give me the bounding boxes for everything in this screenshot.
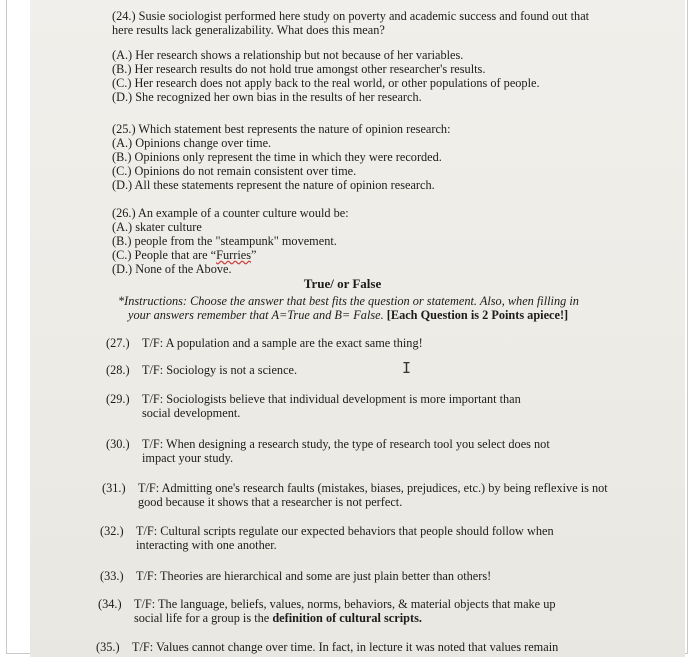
- question-24: [112, 9, 589, 104]
- instructions-line2-text: your answers remember that A=True and B= False.: [128, 308, 384, 322]
- question-24-stem-line2: here results lack generalizability. What does this mean?: [112, 23, 385, 37]
- question-24-option-b: (B.) Her research results do not hold true amongst other researcher's results.: [112, 62, 486, 76]
- question-26-option-d: (D.) None of the Above.: [112, 262, 232, 276]
- section-title: True/ or False: [303, 276, 382, 291]
- tf-item-31-number: (31.): [102, 481, 126, 495]
- question-26-option-c-quote: ”: [250, 248, 257, 262]
- tf-item-35-text: T/F: Values cannot change over time. In fact, in lecture it was noted that values remain: [132, 640, 559, 654]
- tf-item-33-text: T/F: Theories are hierarchical and some are just plain better than others!: [136, 569, 492, 583]
- question-26-option-a: (A.) skater culture: [112, 220, 202, 234]
- tf-item-30-number: (30.): [106, 437, 130, 451]
- tf-item-29-number: (29.): [106, 392, 130, 406]
- tf-item-27-number: (27.): [106, 336, 130, 350]
- question-24-option-c: (C.) Her research does not apply back to the real world, or other populations of people.: [112, 76, 540, 90]
- tf-item-31-text: T/F: Admitting one's research faults (mistakes, biases, prejudices, etc.) by being reflexive is not good because it shows that a researcher is not perfect.: [138, 481, 608, 509]
- instructions: [118, 294, 579, 322]
- question-25-option-a: (A.) Opinions change over time.: [112, 136, 272, 150]
- tf-item-32-text: T/F: Cultural scripts regulate our expected behaviors that people should follow when interacting with one another.: [136, 524, 554, 552]
- question-26-option-c-text: (C.) People that are “: [112, 248, 217, 262]
- question-26-stem: (26.) An example of a counter culture would be:: [112, 206, 349, 220]
- tf-item-34-text-main: T/F: The language, beliefs, values, norms, behaviors, & material objects that make up social life for a group is the: [134, 597, 556, 625]
- tf-item-30-text: T/F: When designing a research study, the type of research tool you select does not impact your study.: [142, 437, 550, 465]
- question-25: [112, 122, 451, 192]
- question-26-option-c-word: Furries: [216, 248, 251, 262]
- tf-item-34-text: [134, 597, 574, 625]
- tf-item-29-text: T/F: Sociologists believe that individual development is more important than social development.: [142, 392, 521, 420]
- question-26: [112, 206, 349, 276]
- tf-item-27-text: T/F: A population and a sample are the exact same thing!: [142, 336, 423, 350]
- instructions-line1: *Instructions: Choose the answer that best fits the question or statement. Also, when filling in: [118, 294, 579, 308]
- worksheet-page: [30, 0, 685, 657]
- tf-item-33-number: (33.): [100, 569, 124, 583]
- instructions-points-note: [Each Question is 2 Points apiece!]: [386, 308, 569, 322]
- tf-item-28-text: T/F: Sociology is not a science.: [142, 363, 298, 377]
- tf-item-34-number: (34.): [98, 597, 122, 611]
- question-25-option-b: (B.) Opinions only represent the time in which they were recorded.: [112, 150, 442, 164]
- question-25-stem: (25.) Which statement best represents the nature of opinion research:: [112, 122, 451, 136]
- question-24-stem-line1: (24.) Susie sociologist performed here study on poverty and academic success and found out that: [112, 9, 590, 23]
- tf-item-34-text-bold: definition of cultural scripts.: [272, 611, 422, 625]
- tf-item-35-number: (35.): [96, 640, 120, 654]
- question-26-option-c: [112, 248, 349, 262]
- question-25-option-c: (C.) Opinions do not remain consistent over time.: [112, 164, 357, 178]
- tf-item-32-number: (32.): [100, 524, 124, 538]
- text-cursor-icon: I: [402, 359, 412, 377]
- question-26-option-b: (B.) people from the "steampunk" movement.: [112, 234, 337, 248]
- instructions-line2: [118, 308, 579, 322]
- question-24-option-d: (D.) She recognized her own bias in the results of her research.: [112, 90, 422, 104]
- tf-item-28-number: (28.): [106, 363, 130, 377]
- question-25-option-d: (D.) All these statements represent the nature of opinion research.: [112, 178, 435, 192]
- question-24-option-a: (A.) Her research shows a relationship but not because of her variables.: [112, 48, 464, 62]
